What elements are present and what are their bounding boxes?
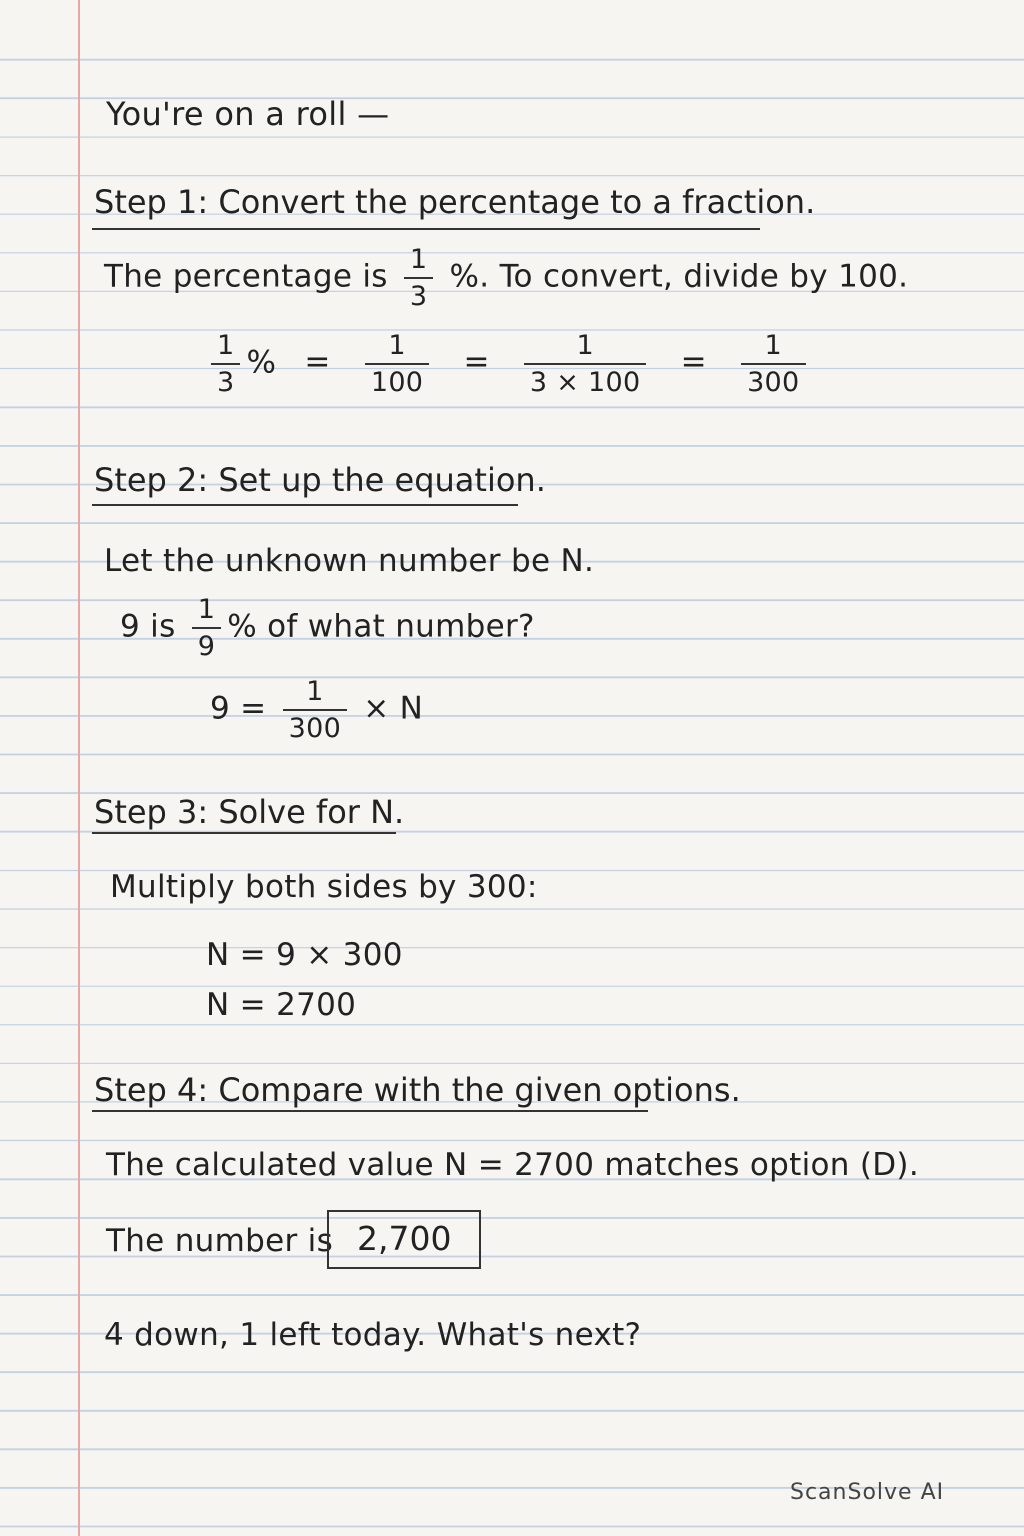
fraction-numerator: 1 xyxy=(306,676,324,707)
question-fraction xyxy=(192,596,221,660)
answer-box xyxy=(327,1210,481,1269)
eq-fraction-1 xyxy=(211,332,240,396)
fraction-numerator: 1 xyxy=(197,594,216,625)
fraction-numerator: 1 xyxy=(409,244,428,275)
step3-underline xyxy=(92,832,396,834)
step1-line-a: The percentage is xyxy=(104,258,388,295)
fraction-numerator: 1 xyxy=(388,330,406,361)
step4-heading: Step 4: Compare with the given options. xyxy=(94,1071,741,1109)
fraction-denominator: 3 × 100 xyxy=(529,366,641,398)
step1-fraction xyxy=(404,246,433,310)
fraction-numerator: 1 xyxy=(217,330,235,361)
step2-question xyxy=(120,596,535,660)
step3-eq1: N = 9 × 300 xyxy=(206,937,403,973)
fraction-denominator: 3 xyxy=(409,280,428,312)
question-end: % of what number? xyxy=(227,608,535,645)
eq-fraction-3 xyxy=(524,332,647,396)
fraction-bar xyxy=(524,363,647,365)
intro-text: You're on a roll — xyxy=(106,95,390,133)
eq-fraction-4 xyxy=(741,332,805,396)
eq-fraction-2 xyxy=(365,332,429,396)
fraction-bar xyxy=(283,709,347,711)
fraction-denominator: 300 xyxy=(747,366,800,398)
fraction-numerator: 1 xyxy=(764,330,783,361)
fraction-bar xyxy=(211,363,240,365)
fraction-denominator: 3 xyxy=(217,366,235,398)
notebook-margin-line xyxy=(78,0,80,1536)
answer-value: 2,700 xyxy=(357,1219,452,1258)
eq-equals-1: = xyxy=(304,344,331,381)
equation-left: 9 = xyxy=(210,690,267,727)
eq-percent: % xyxy=(246,344,277,381)
step1-equation xyxy=(205,332,812,396)
step1-heading: Step 1: Convert the percentage to a fraction. xyxy=(94,183,816,221)
fraction-bar xyxy=(365,363,429,365)
question-start: 9 is xyxy=(120,608,176,645)
fraction-numerator: 1 xyxy=(576,330,594,361)
step3-line: Multiply both sides by 300: xyxy=(110,869,538,905)
step2-let-line: Let the unknown number be N. xyxy=(104,543,595,579)
fraction-bar xyxy=(192,627,221,629)
step2-underline xyxy=(92,504,518,506)
eq-equals-3: = xyxy=(680,344,707,381)
fraction-denominator: 100 xyxy=(370,366,424,398)
step4-underline xyxy=(92,1110,648,1112)
step2-equation xyxy=(210,678,423,742)
brand-watermark: ScanSolve AI xyxy=(790,1480,945,1505)
equation-fraction xyxy=(283,678,347,742)
step1-percentage-line xyxy=(104,246,908,310)
fraction-denominator: 300 xyxy=(288,712,342,744)
step4-line: The calculated value N = 2700 matches option (D). xyxy=(106,1147,919,1183)
fraction-denominator: 9 xyxy=(197,630,216,662)
closing-text: 4 down, 1 left today. What's next? xyxy=(104,1317,642,1353)
step3-heading: Step 3: Solve for N. xyxy=(94,793,405,831)
step1-underline xyxy=(92,228,760,230)
answer-prefix: The number is xyxy=(106,1223,334,1259)
step2-heading: Step 2: Set up the equation. xyxy=(94,461,546,499)
eq-equals-2: = xyxy=(463,344,490,381)
fraction-bar xyxy=(741,363,805,365)
step3-eq2: N = 2700 xyxy=(206,987,357,1023)
equation-right: × N xyxy=(363,690,424,727)
step1-line-b: %. To convert, divide by 100. xyxy=(449,258,909,295)
fraction-bar xyxy=(404,277,433,279)
